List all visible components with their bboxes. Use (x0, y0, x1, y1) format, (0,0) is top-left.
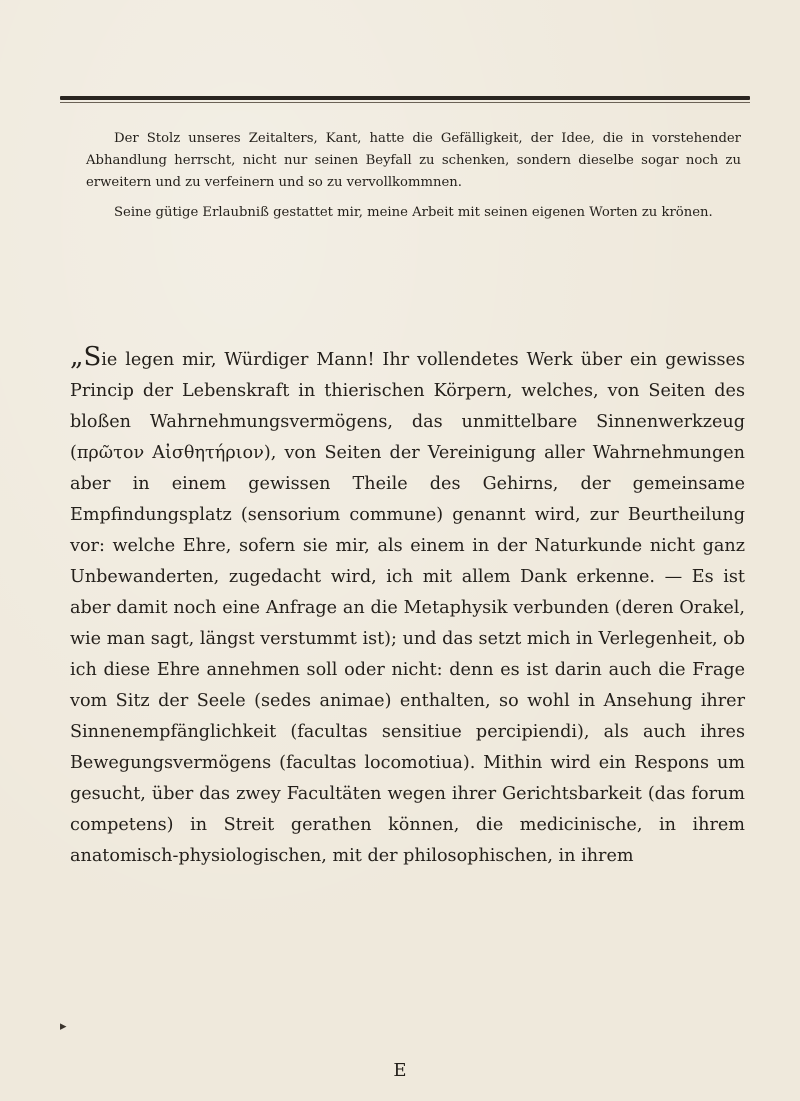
main-paragraph: „Sie legen mir, Würdiger Mann! Ihr vollendetes Werk über ein gewisses Princip der Lebenskraft in thierischen Körpern, welches, von Seiten des bloßen Wahrnehmungsvermögens, das unmittelbare Sinnenwerkzeug (πρῶτον Αἰσθητήριον), von Seiten der Vereinigung aller Wahrnehmungen aber in einem gewissen Theile des Gehirns, der gemeinsame Empfindungsplatz (sensorium commune) genannt wird, zur Beurtheilung vor: welche Ehre, sofern sie mir, als einem in der Naturkunde nicht ganz Unbewanderten, zugedacht wird, ich mit allem Dank erkenne. — Es ist aber damit noch eine Anfrage an die Metaphysik verbunden (deren Orakel, wie man sagt, längst verstummt ist); und das setzt mich in Verlegenheit, ob ich diese Ehre annehmen soll oder nicht: denn es ist darin auch die Frage vom Sitz der Seele (sedes animae) enthalten, so wohl in Ansehung ihrer Sinnenempfänglichkeit (facultas sensitiue percipiendi), als auch ihres Bewegungsvermögens (facultas locomotiua). Mithin wird ein Respons um gesucht, über das zwey Facultäten wegen ihrer Gerichtsbarkeit (das forum competens) in Streit gerathen können, die medicinische, in ihrem anatomisch-physiologischen, mit der philosophischen, in ihrem (70, 342, 745, 866)
header-rule-thin (60, 102, 750, 103)
margin-mark: ▸ (60, 1019, 67, 1034)
header-rule (60, 96, 750, 100)
foreword-paragraph-2: Seine gütige Erlaubniß gestattet mir, meine Arbeit mit seinen eigenen Worten zu krönen. (114, 205, 713, 220)
foreword-paragraph-1: Der Stolz unseres Zeitalters, Kant, hatte die Gefälligkeit, der Idee, die in vorstehender Abhandlung herrscht, nicht nur seinen Beyfall zu schenken, sondern dieselbe sogar noch zu erweitern und zu verfeinern und so zu vervollkommnen. (86, 131, 741, 190)
foreword (86, 128, 741, 232)
main-text (70, 342, 745, 872)
signature-mark: E (393, 1060, 407, 1081)
